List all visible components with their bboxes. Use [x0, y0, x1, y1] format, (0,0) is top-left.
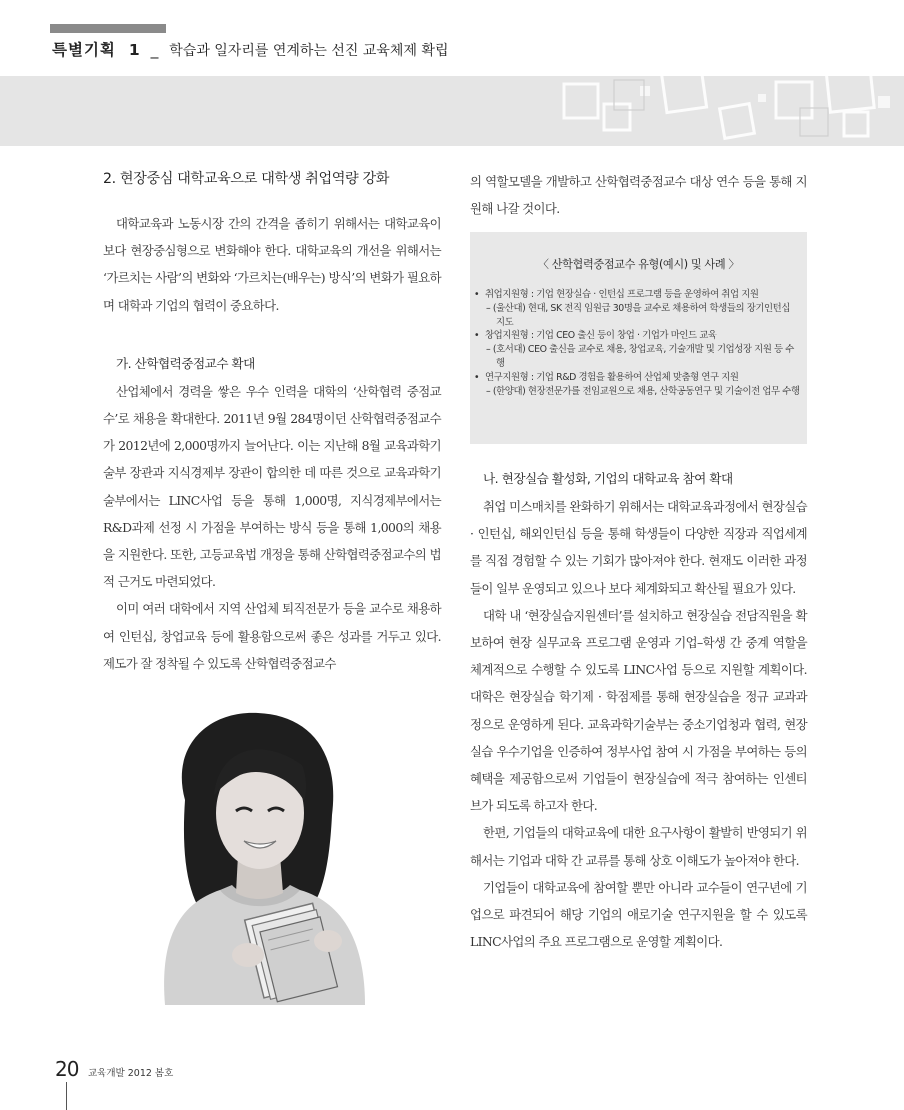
paragraph-b1: 취업 미스매치를 완화하기 위해서는 대학교육과정에서 현장실습 · 인턴십, 해외인턴십 등을 통해 학생들이 다양한 직장과 직업세계를 직접 경험할 수 있는 기회가 많아져야 한다. 현재도 이러한 과정들이 일부 운영되고 있으나 보다 체계화되고 확산될 필요가 있다. [470, 499, 807, 596]
footer-rule [66, 1082, 67, 1110]
student-with-books-photo [140, 705, 380, 1005]
decorative-squares-pattern [544, 76, 904, 146]
paragraph-b3: 한편, 기업들의 대학교육에 대한 요구사항이 활발히 반영되기 위해서는 기업과 대학 간 교류를 통해 상호 이해도가 높아져야 한다. [470, 825, 807, 868]
box-item-startup-example: – (호서대) CEO 출신을 교수로 채용, 창업교육, 기술개발 및 기업성장 지원 등 수행 [486, 344, 794, 369]
paragraph-b4: 기업들이 대학교육에 참여할 뿐만 아니라 교수들이 연구년에 기업으로 파견되어 해당 기업의 애로기술 연구지원을 할 수 있도록 LINC사업의 주요 프로그램으로 운영할 계획이다. [470, 879, 807, 950]
header-accent-bar [50, 24, 166, 33]
page-number: 20 [55, 1057, 79, 1081]
box-title: 〈 산학협력중점교수 유형(예시) 및 사례 〉 [537, 258, 740, 271]
paragraph-b2: 대학 내 ‘현장실습지원센터’를 설치하고 현장실습 전담직원을 확보하여 현장 실무교육 프로그램 운영과 기업–학생 간 중계 역할을 체계적으로 수행할 수 있도록 LINC사업 등으로 지원할 계획이다. 대학은 현장실습 학기제 · 학점제를 통해 현장실습을 정규 교과과정으로 운영하게 된다. 교육과학기술부는 중소기업청과 협력, 현장실습 우수기업을 인증하여 정부사업 참여 시 가점을 부여하는 등의 혜택을 제공함으로써 기업들이 현장실습에 적극 참여하는 인센티브가 되도록 하고자 한다. [470, 607, 807, 814]
right-column [470, 168, 807, 222]
box-item-employment-example: – (울산대) 현대, SK 전직 임원급 30명을 교수로 채용하여 학생들의 장기인턴십 지도 [486, 302, 790, 328]
box-list [470, 288, 807, 398]
left-column [103, 168, 441, 677]
box-item-research-example: – (한양대) 현장전문가를 전임교원으로 채용, 산학공동연구 및 기술이전 업무 수행 [486, 385, 800, 397]
box-item-employment: • 취업지원형 : 기업 현장실습 · 인턴십 프로그램 등을 운영하여 취업 지원 [470, 288, 801, 302]
header-separator: _ [150, 41, 159, 59]
box-item-startup: • 창업지원형 : 기업 CEO 출신 등이 창업 · 기업가 마인드 교육 [470, 329, 801, 343]
section-title: 학습과 일자리를 연계하는 선진 교육체제 확립 [169, 43, 449, 59]
decorative-header-band [0, 76, 904, 146]
intro-paragraph: 대학교육과 노동시장 간의 간격을 좁히기 위해서는 대학교육이 보다 현장중심형으로 변화해야 한다. 대학교육의 개선을 위해서는 ‘가르치는 사람’의 변화와 ‘가르치는(배우는) 방식’의 변화가 필요하며 대학과 기업의 협력이 중요하다. [103, 216, 441, 313]
paragraph-a2: 이미 여러 대학에서 지역 산업체 퇴직전문가 등을 교수로 채용하여 인턴십, 창업교육 등에 활용함으로써 좋은 성과를 거두고 있다. 제도가 잘 정착될 수 있도록 산학협력중점교수 [103, 601, 441, 671]
publication-name: 교육개발 2012 봄호 [88, 1068, 174, 1079]
right-column-lower [470, 468, 807, 955]
subheading-a: 가. 산학협력중점교수 확대 [116, 355, 255, 371]
continued-paragraph: 의 역할모델을 개발하고 산학협력중점교수 대상 연수 등을 통해 지원해 나갈 것이다. [470, 174, 807, 217]
paragraph-a1: 산업체에서 경력을 쌓은 우수 인력을 대학의 ‘산학협력 중점교수’로 채용을 확대한다. 2011년 9월 284명이던 산학협력중점교수가 2012년에 2,000명까지 늘어난다. 이는 지난해 8월 교육과학기술부 장관과 지식경제부 장관이 합의한 데 따른 것으로 교육과학기술부에서는 LINC사업 등을 통해 1,000명, 지식경제부에서는 R&D과제 선정 시 가점을 부여하는 방식 등을 통해 1,000의 채용을 지원한다. 또한, 고등교육법 개정을 통해 산학협력중점교수의 법적 근거도 마련되었다. [103, 383, 441, 590]
section-label: 특별기획 [52, 41, 116, 59]
professor-types-box [470, 232, 807, 444]
box-item-research: • 연구지원형 : 기업 R&D 경험을 활용하여 산업체 맞춤형 연구 지원 [470, 371, 801, 385]
section-heading: 2. 현장중심 대학교육으로 대학생 취업역량 강화 [103, 171, 390, 187]
section-number: 1 [128, 41, 140, 59]
subheading-b: 나. 현장실습 활성화, 기업의 대학교육 참여 확대 [483, 471, 733, 486]
running-header [52, 38, 448, 60]
